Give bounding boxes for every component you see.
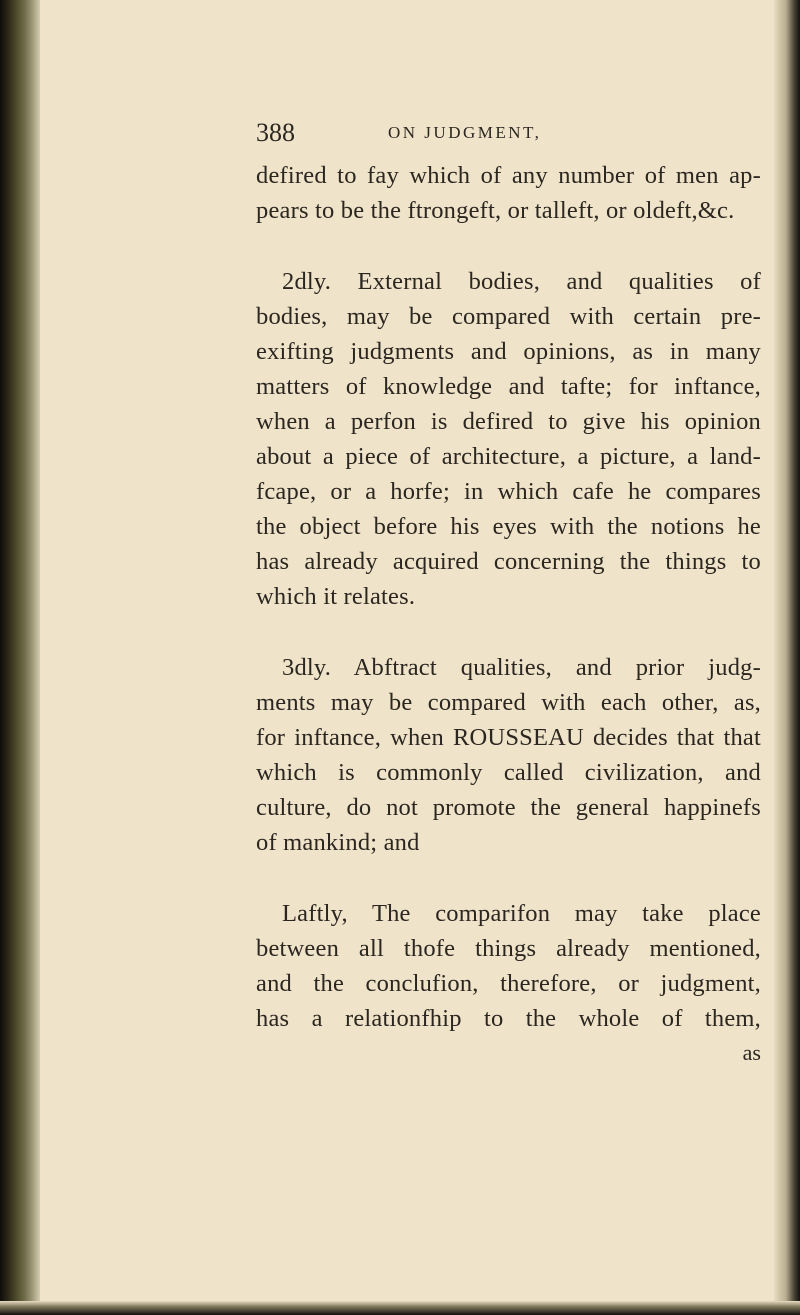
paragraph-3 [256, 650, 761, 860]
text-line: exifting judgments and opinions, as in many [256, 338, 761, 365]
text-line: the object before his eyes with the notions he [256, 513, 761, 540]
text-line: 3dly. Abftract qualities, and prior judg- [282, 654, 761, 681]
text-line: about a piece of architecture, a picture, a land- [256, 443, 761, 470]
text-line: when a perfon is defired to give his opinion [256, 408, 761, 435]
text-line: between all thofe things already mentioned, [256, 935, 761, 962]
text-line: fcape, or a horfe; in which cafe he compares [256, 478, 761, 505]
page-edge-bottom [0, 1301, 800, 1315]
running-head: ON JUDGMENT, [388, 123, 542, 142]
page-number: 388 [256, 118, 295, 147]
text-line: ments may be compared with each other, as, [256, 689, 761, 716]
text-line: of mankind; and [256, 829, 420, 856]
text-line: defired to fay which of any number of men ap- [256, 162, 761, 189]
paragraph-2 [256, 264, 761, 614]
page-edge-right [774, 0, 800, 1315]
text-line: bodies, may be compared with certain pre- [256, 303, 761, 330]
text-line: matters of knowledge and tafte; for inftance, [256, 373, 761, 400]
text-line: has a relationfhip to the whole of them, [256, 1005, 761, 1032]
text-line: culture, do not promote the general happinefs [256, 794, 761, 821]
text-line: which it relates. [256, 583, 416, 610]
text-line: and the conclufion, therefore, or judgment, [256, 970, 761, 997]
text-line: Laftly, The comparifon may take place [282, 900, 761, 927]
text-line: for inftance, when ROUSSEAU decides that that [256, 724, 761, 751]
page-header [256, 118, 761, 158]
text-line: which is commonly called civilization, and [256, 759, 761, 786]
text-line: pears to be the ftrongeft, or talleft, or oldeft,&c. [256, 197, 735, 224]
paragraph-4 [256, 896, 761, 1036]
book-page [256, 118, 761, 1066]
text-line: has already acquired concerning the things to [256, 548, 761, 575]
catchword: as [742, 1040, 761, 1065]
paragraph-1 [256, 158, 761, 228]
text-line: 2dly. External bodies, and qualities of [282, 268, 761, 295]
book-spine-shadow [0, 0, 40, 1315]
